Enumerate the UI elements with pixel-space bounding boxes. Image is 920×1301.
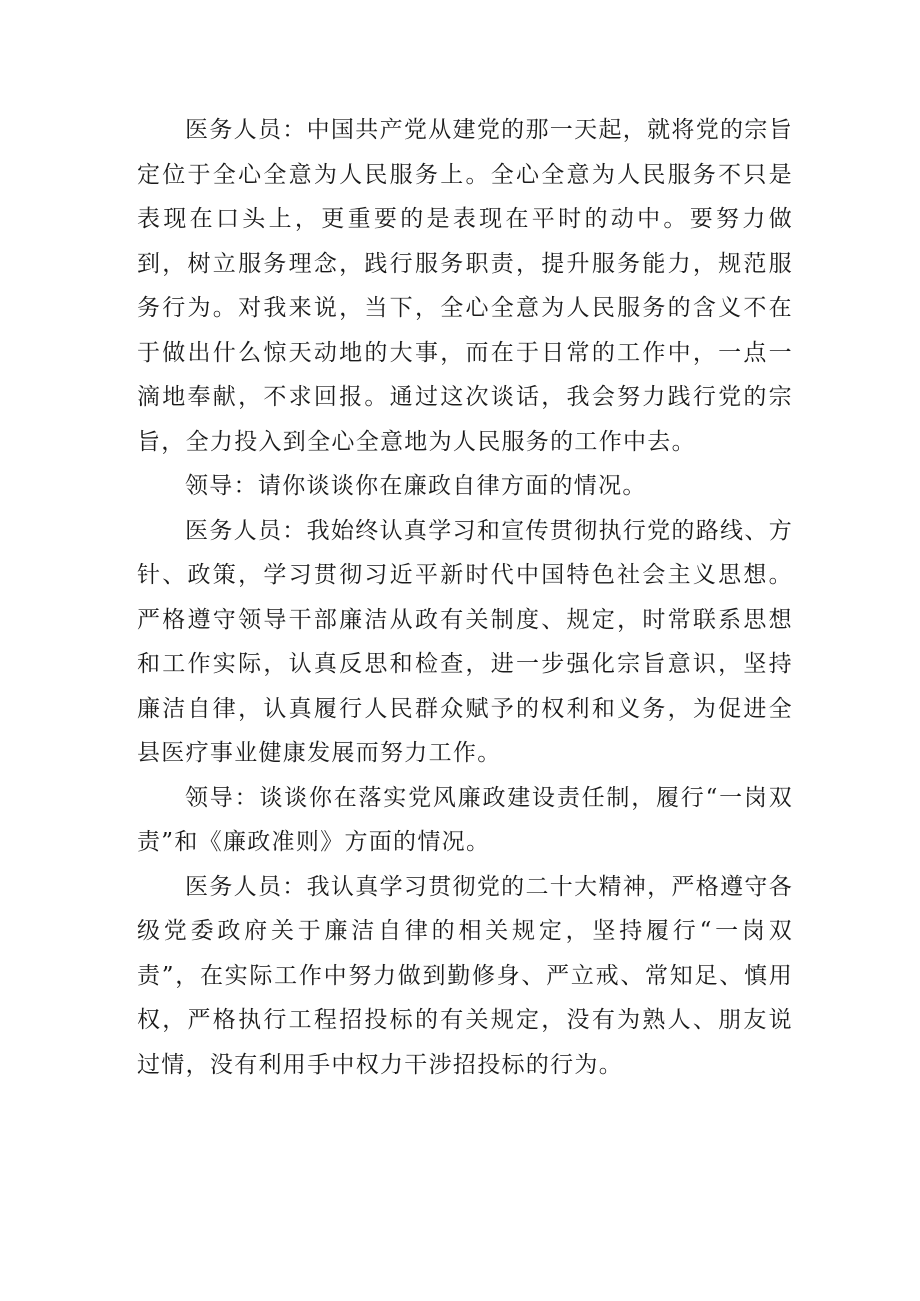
paragraph-medical-staff-answer-3: 医务人员：我认真学习贯彻党的二十大精神，严格遵守各级党委政府关于廉洁自律的相关规定，坚持履行“一岗双责”，在实际工作中努力做到勤修身、严立戒、常知足、慎用权，严格执行工程招投标的有关规定，没有为熟人、朋友说过情，没有利用手中权力干涉招投标的行为。: [137, 873, 793, 1078]
paragraph-medical-staff-answer-2: 医务人员：我始终认真学习和宣传贯彻执行党的路线、方针、政策，学习贯彻习近平新时代中国特色社会主义思想。严格遵守领导干部廉洁从政有关制度、规定，时常联系思想和工作实际，认真反思和检查，进一步强化宗旨意识，坚持廉洁自律，认真履行人民群众赋予的权利和义务，为促进全县医疗事业健康发展而努力工作。: [137, 517, 793, 766]
paragraph-medical-staff-answer-1: 医务人员：中国共产党从建党的那一天起，就将党的宗旨定位于全心全意为人民服务上。全心全意为人民服务不只是表现在口头上，更重要的是表现在平时的动中。要努力做到，树立服务理念，践行服务职责，提升服务能力，规范服务行为。对我来说，当下，全心全意为人民服务的含义不在于做出什么惊天动地的大事，而在于日常的工作中，一点一滴地奉献，不求回报。通过这次谈话，我会努力践行党的宗旨，全力投入到全心全意地为人民服务的工作中去。: [137, 117, 793, 455]
paragraph-leader-question-2: 领导：谈谈你在落实党风廉政建设责任制，履行“一岗双责”和《廉政准则》方面的情况。: [137, 784, 793, 855]
document-body: [137, 108, 793, 1087]
paragraph-leader-question-1: 领导：请你谈谈你在廉政自律方面的情况。: [185, 473, 647, 499]
